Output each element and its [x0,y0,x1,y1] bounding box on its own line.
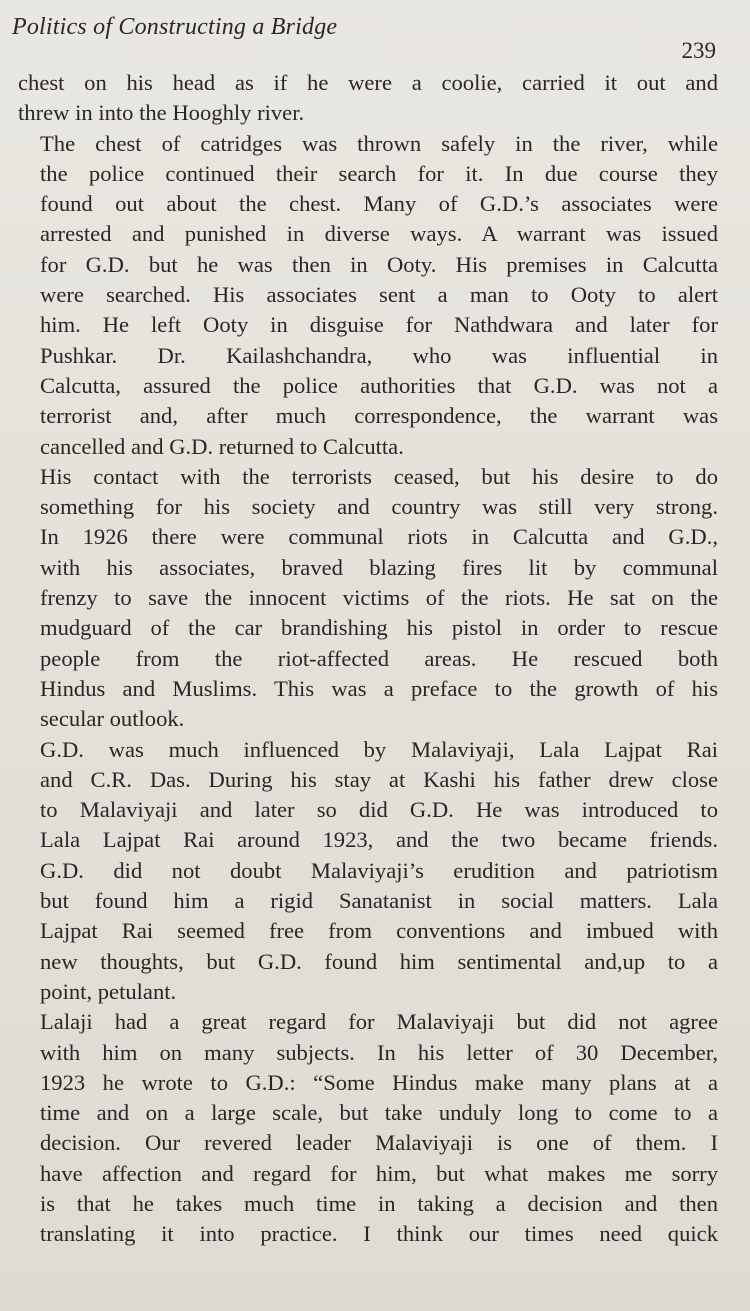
text-line: him. He left Ooty in disguise for Nathdwara and later for [40,312,718,338]
text-line: 1923 he wrote to G.D.: “Some Hindus make many plans at a [40,1069,718,1095]
paragraph-3 [18,462,718,735]
text-line: Lajpat Rai seemed free from conventions and imbued with [40,918,718,944]
text-line: His contact with the terrorists ceased, but his desire to do [40,463,718,489]
text-line: Pushkar. Dr. Kailashchandra, who was influential in [40,342,718,368]
text-line: Calcutta, assured the police authorities that G.D. was not a [40,372,718,398]
text-line: is that he takes much time in taking a decision and then [40,1190,718,1216]
text-line: threw in into the Hooghly river. [18,100,305,126]
paragraph-5 [18,1007,718,1249]
text-line: and C.R. Das. During his stay at Kashi his father drew close [40,766,718,792]
text-line: decision. Our revered leader Malaviyaji is one of them. I [40,1130,718,1156]
text-line: Hindus and Muslims. This was a preface to the growth of his [40,675,718,701]
body-text [18,68,718,1250]
text-line: were searched. His associates sent a man to Ooty to alert [40,282,718,308]
text-line: mudguard of the car brandishing his pistol in order to rescue [40,615,718,641]
text-line: with him on many subjects. In his letter of 30 December, [40,1039,718,1065]
text-line: for G.D. but he was then in Ooty. His premises in Calcutta [40,251,718,277]
text-line: but found him a rigid Sanatanist in social matters. Lala [40,888,718,914]
text-line: In 1926 there were communal riots in Calcutta and G.D., [40,524,718,550]
text-line: cancelled and G.D. returned to Calcutta. [40,433,404,459]
text-line: frenzy to save the innocent victims of the riots. He sat on the [40,585,718,611]
text-line: G.D. did not doubt Malaviyaji’s erudition and patriotism [40,857,718,883]
text-line: arrested and punished in diverse ways. A warrant was issued [40,221,718,247]
paragraph-4 [18,735,718,1008]
page-number: 239 [681,38,716,63]
text-line: point, petulant. [40,978,177,1004]
text-line: The chest of catridges was thrown safely in the river, while [40,130,718,156]
text-line: Lalaji had a great regard for Malaviyaji but did not agree [40,1009,718,1035]
text-line: G.D. was much influenced by Malaviyaji, Lala Lajpat Rai [40,736,718,762]
text-line: secular outlook. [40,706,185,732]
paragraph-1 [18,68,718,129]
text-line: new thoughts, but G.D. found him sentimental and,up to a [40,948,718,974]
text-line: terrorist and, after much correspondence, the warrant was [40,403,718,429]
text-line: found out about the chest. Many of G.D.’s associates were [40,191,718,217]
text-line: with his associates, braved blazing fires lit by communal [40,554,718,580]
text-line: translating it into practice. I think our times need quick [40,1221,718,1247]
paragraph-2 [18,129,718,462]
text-line: the police continued their search for it. In due course they [40,160,718,186]
running-head: Politics of Constructing a Bridge [12,14,338,40]
text-line: Lala Lajpat Rai around 1923, and the two became friends. [40,827,718,853]
text-line: time and on a large scale, but take unduly long to come to a [40,1100,718,1126]
text-line: to Malaviyaji and later so did G.D. He was introduced to [40,797,718,823]
text-line: people from the riot-affected areas. He rescued both [40,645,718,671]
text-line: something for his society and country was still very strong. [40,494,718,520]
text-line: have affection and regard for him, but what makes me sorry [40,1160,718,1186]
text-line: chest on his head as if he were a coolie, carried it out and [18,70,718,95]
